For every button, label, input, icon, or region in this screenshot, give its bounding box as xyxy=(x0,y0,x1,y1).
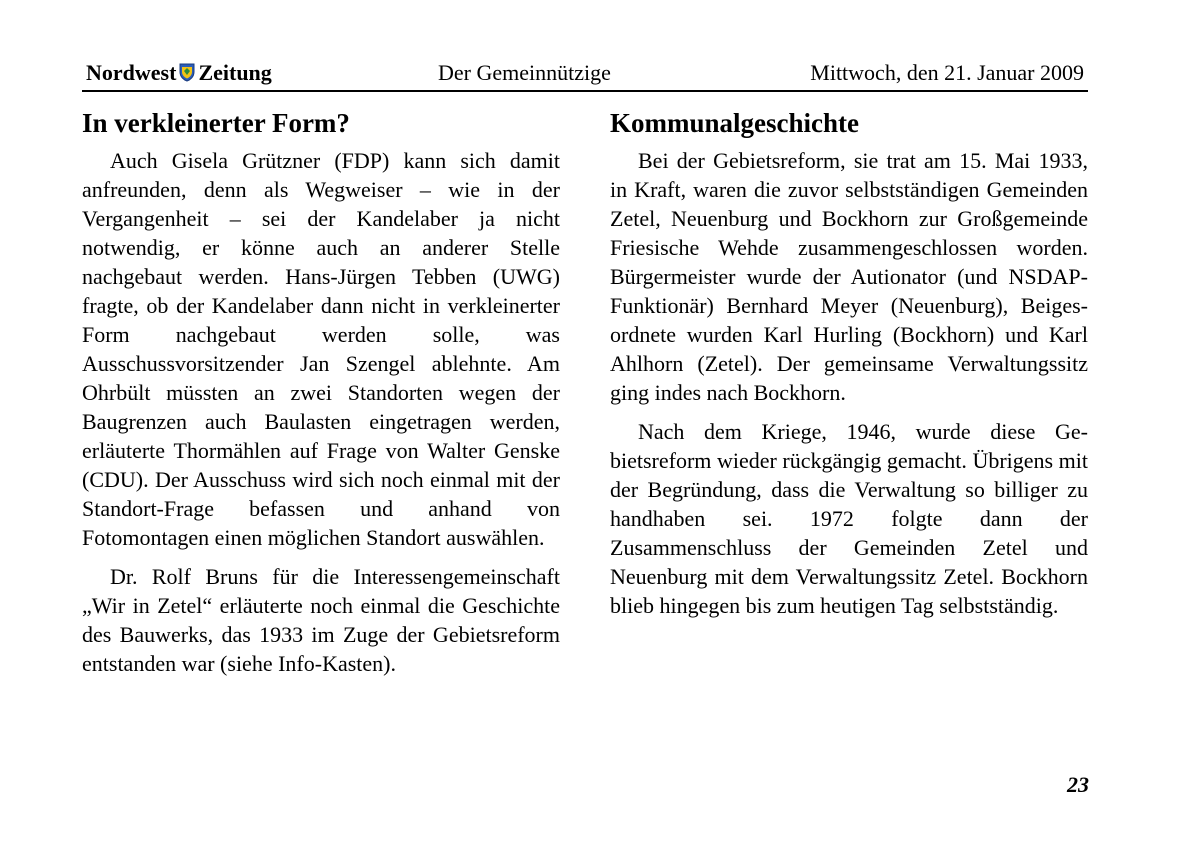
page-number: 23 xyxy=(1067,772,1089,797)
right-column xyxy=(610,106,1088,630)
coat-of-arms-icon xyxy=(179,58,195,92)
publication-title: Der Gemeinnützige xyxy=(438,60,611,85)
right-headline: Kommunalgeschichte xyxy=(610,108,859,138)
right-paragraph-2: Nach dem Kriege, 1946, wurde diese Gebietsreform wieder rückgängig gemacht. Übrigens mit der Begründung, dass die Verwaltung so billiger zu handhaben sei. 1972 folgte dann der Zusammenschluss der Gemeinden Zetel und Neuenburg mit dem Verwaltungssitz Zetel. Bockhorn blieb hingegen bis zum heutigen Tag selbstständig. xyxy=(610,419,1088,618)
left-column xyxy=(82,106,560,688)
issue-date: Mittwoch, den 21. Januar 2009 xyxy=(810,60,1084,85)
brand-right-text: Zeitung xyxy=(198,60,272,85)
newspaper-logo xyxy=(86,56,272,92)
page-header xyxy=(82,56,1088,92)
brand-left-text: Nordwest xyxy=(86,60,177,85)
left-paragraph-1: Auch Gisela Grützner (FDP) kann sich damit anfreunden, denn als Wegweiser – wie in der Vergangenheit – sei der Kandelaber ja nicht notwendig, er könne auch an anderer Stelle nachgebaut werden. Hans-Jürgen Tebben (UWG) fragte, ob der Kandelaber dann nicht in verkleinerter Form nachgebaut werden solle, was Ausschussvorsitzender Jan Szengel ablehnte. Am Ohrbült müssten an zwei Standorten wegen der Baugrenzen auch Baulasten eingetragen werden, erläuterte Thormählen auf Frage von Walter Genske (CDU). Der Ausschuss wird sich noch einmal mit der Standort-Frage befassen und anhand von Fotomontagen einen möglichen Standort auswählen. xyxy=(82,148,560,550)
right-paragraph-1: Bei der Gebietsreform, sie trat am 15. Mai 1933, in Kraft, waren die zuvor selbstständigen Gemeinden Zetel, Neuenburg und Bockhorn zur Großgemeinde Friesische Wehde zusammengeschlossen worden. Bürgermeister wurde der Autionator (und NSDAP-Funktionär) Bernhard Meyer (Neuenburg), Beigesordnete wurden Karl Hurling (Bockhorn) und Karl Ahlhorn (Zetel). Der gemeinsame Verwaltungssitz ging indes nach Bockhorn. xyxy=(610,148,1088,405)
left-paragraph-2: Dr. Rolf Bruns für die Interessengemeinschaft „Wir in Zetel“ erläuterte noch einmal die Geschichte des Bauwerks, das 1933 im Zuge der Gebietsreform entstanden war (siehe Info-Kasten). xyxy=(82,564,560,676)
left-headline: In verkleinerter Form? xyxy=(82,108,350,138)
